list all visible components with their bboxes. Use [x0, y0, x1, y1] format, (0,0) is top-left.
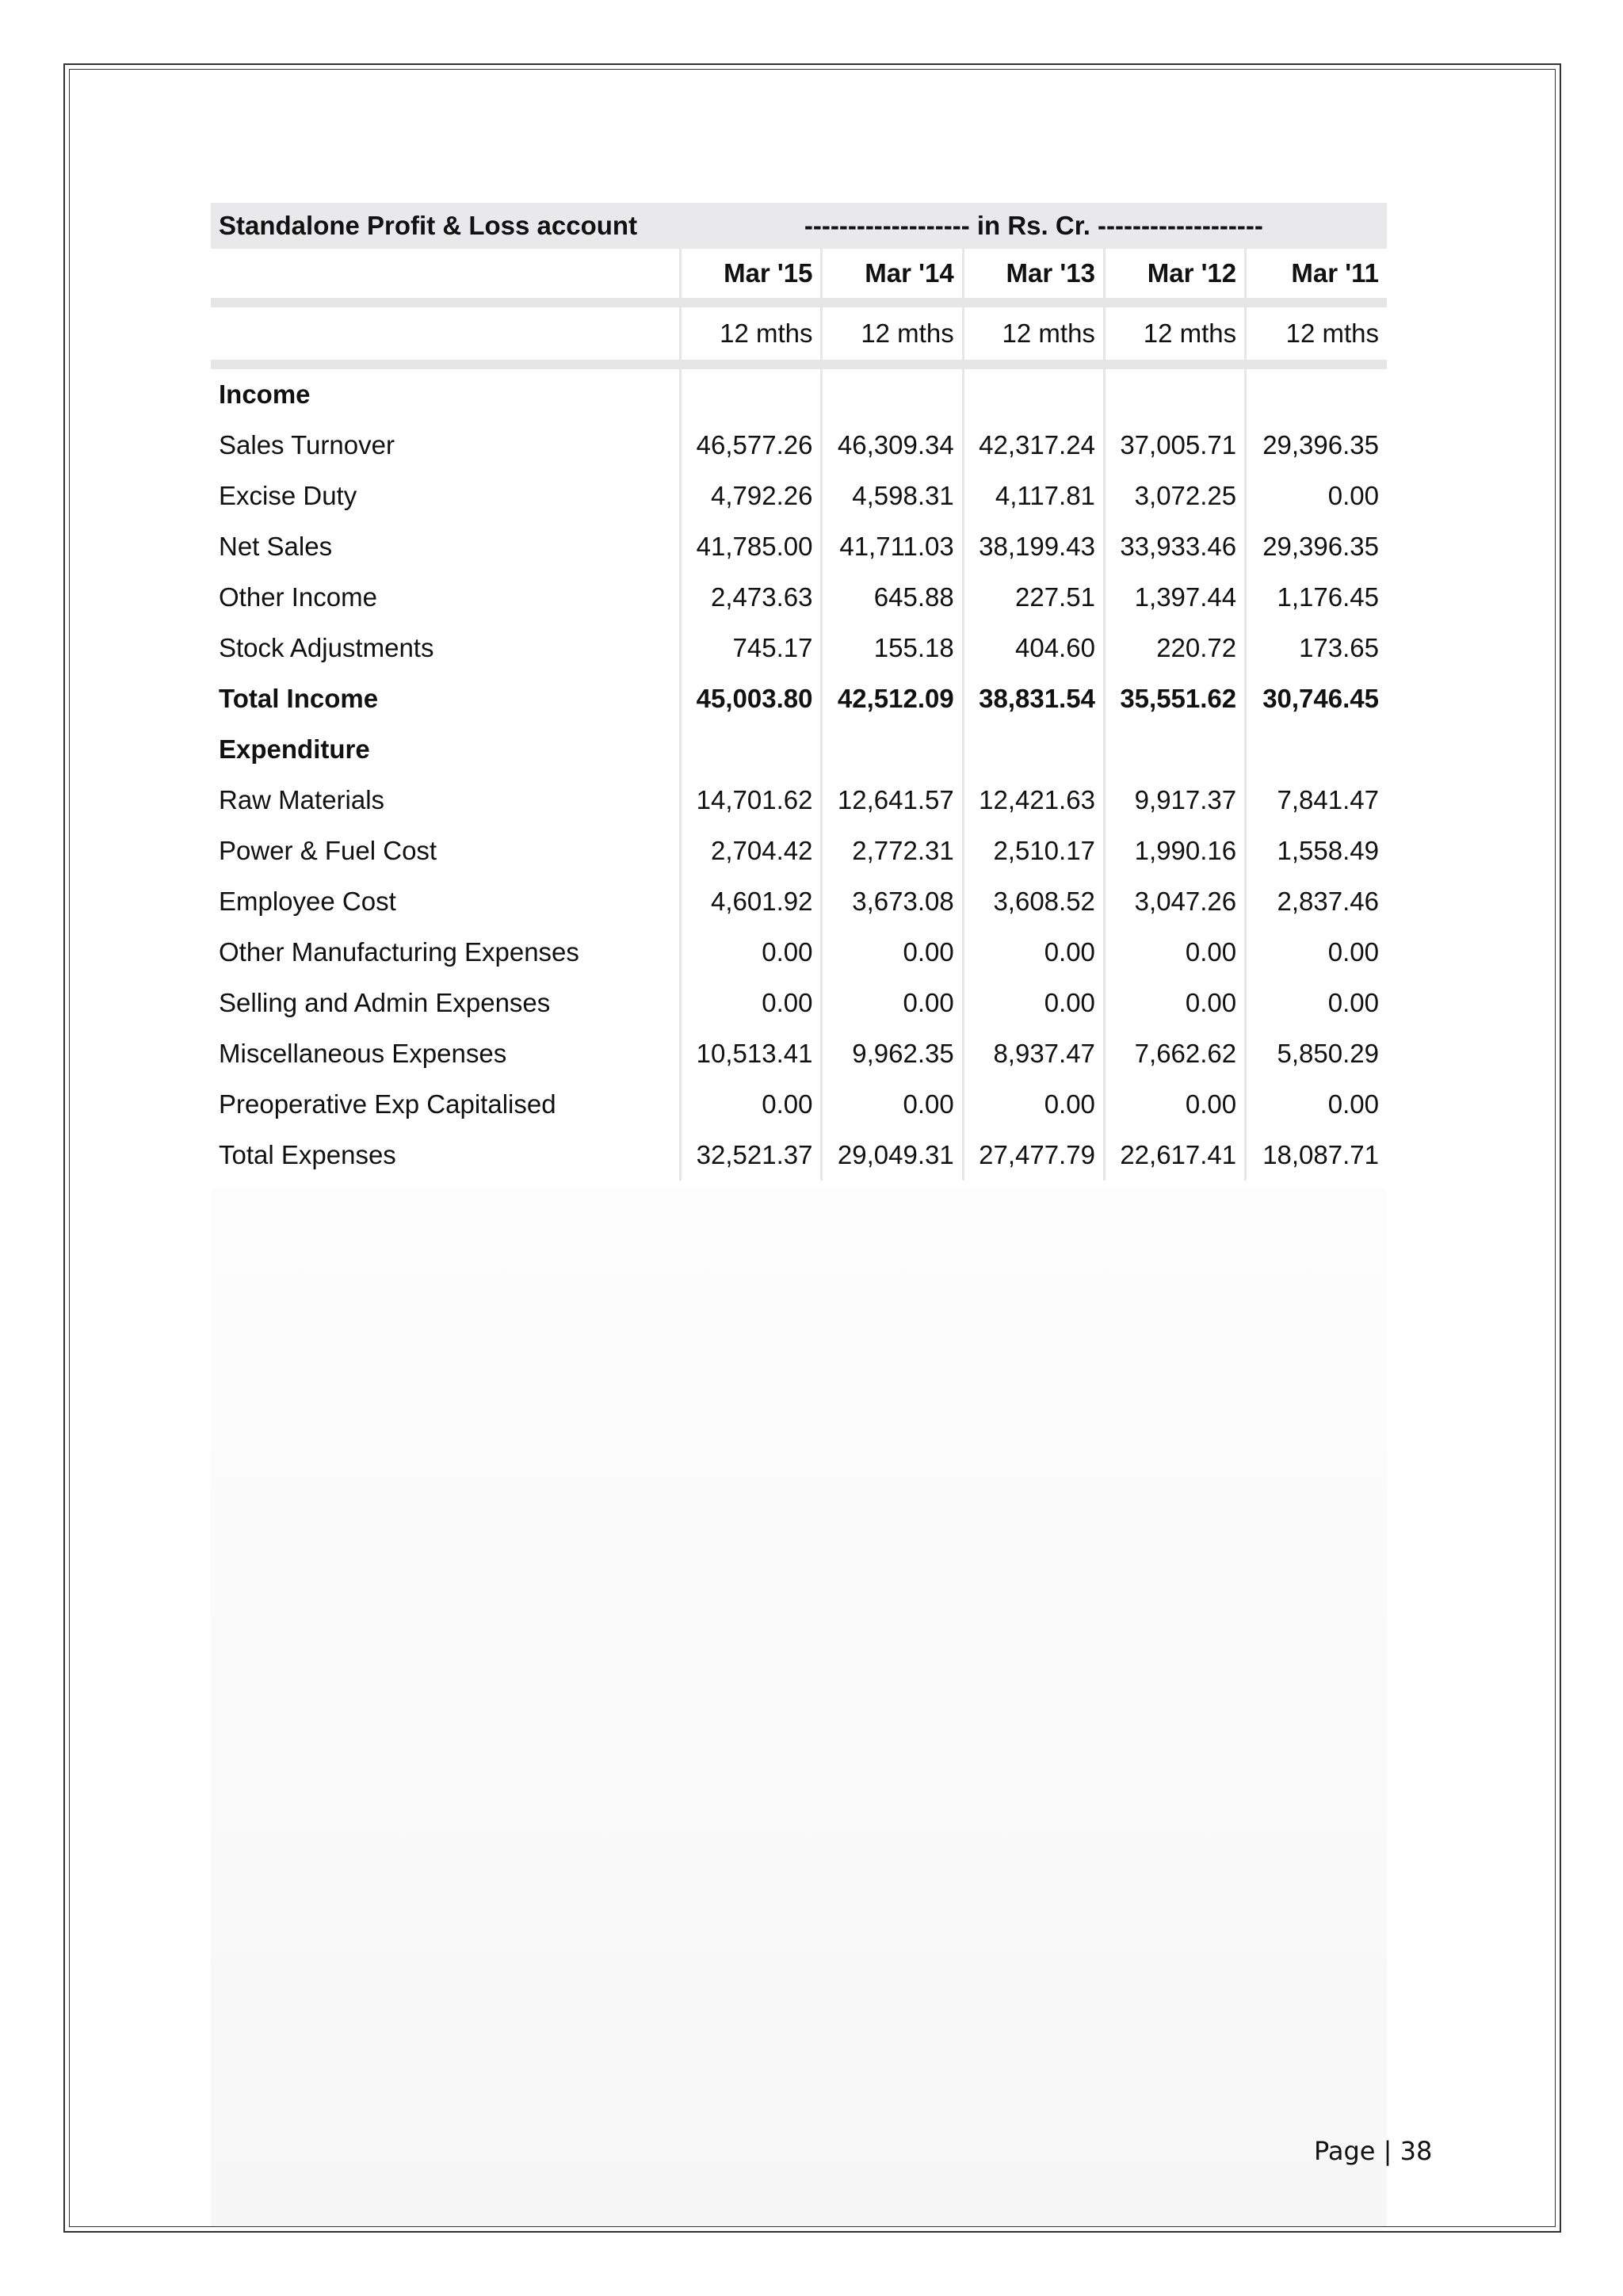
row-value: 12,421.63 [963, 775, 1104, 826]
row-value: 29,049.31 [822, 1130, 963, 1180]
empty-cell [963, 369, 1104, 420]
row-value: 38,199.43 [963, 521, 1104, 572]
row-value: 46,309.34 [822, 420, 963, 471]
row-value: 645.88 [822, 572, 963, 623]
table-row [211, 420, 1387, 471]
row-value: 0.00 [963, 927, 1104, 978]
table-title: Standalone Profit & Loss account [211, 203, 681, 249]
empty-cell [1246, 369, 1387, 420]
row-value: 2,473.63 [681, 572, 822, 623]
row-value: 18,087.71 [1246, 1130, 1387, 1180]
row-value: 4,598.31 [822, 471, 963, 521]
period-header-row [211, 249, 1387, 298]
empty-cell [681, 369, 822, 420]
table-row [211, 1079, 1387, 1130]
row-value: 9,917.37 [1104, 775, 1245, 826]
row-label: Sales Turnover [219, 430, 395, 460]
row-value: 0.00 [1246, 927, 1387, 978]
empty-cell [681, 724, 822, 775]
row-value: 4,601.92 [681, 876, 822, 927]
row-value: 5,850.29 [1246, 1028, 1387, 1079]
row-value: 1,176.45 [1246, 572, 1387, 623]
row-value: 0.00 [1104, 1079, 1245, 1130]
row-value: 2,704.42 [681, 826, 822, 876]
row-value: 42,512.09 [822, 673, 963, 724]
row-value: 4,792.26 [681, 471, 822, 521]
empty-cell [963, 724, 1104, 775]
row-value: 3,673.08 [822, 876, 963, 927]
table-row [211, 826, 1387, 876]
row-value: 27,477.79 [963, 1130, 1104, 1180]
row-label: Selling and Admin Expenses [219, 988, 551, 1017]
row-label: Net Sales [219, 532, 333, 561]
months-cell: 12 mths [681, 307, 822, 360]
empty-cell [822, 724, 963, 775]
row-value: 1,990.16 [1104, 826, 1245, 876]
row-value: 22,617.41 [1104, 1130, 1245, 1180]
row-value: 4,117.81 [963, 471, 1104, 521]
table-title-row [211, 203, 1387, 249]
row-value: 2,837.46 [1246, 876, 1387, 927]
period-header: Mar '14 [822, 249, 963, 298]
table-row [211, 471, 1387, 521]
section-heading-row [211, 369, 1387, 420]
row-value: 0.00 [681, 927, 822, 978]
months-cell: 12 mths [1104, 307, 1245, 360]
row-label: Miscellaneous Expenses [219, 1039, 507, 1068]
row-value: 12,641.57 [822, 775, 963, 826]
empty-cell [1246, 724, 1387, 775]
row-value: 29,396.35 [1246, 521, 1387, 572]
expenditure-rows [211, 775, 1387, 1180]
row-label: Total Income [219, 684, 379, 713]
row-value: 0.00 [963, 1079, 1104, 1130]
row-value: 220.72 [1104, 623, 1245, 673]
empty-cell [1104, 369, 1245, 420]
row-value: 37,005.71 [1104, 420, 1245, 471]
row-value: 0.00 [1246, 471, 1387, 521]
row-value: 32,521.37 [681, 1130, 822, 1180]
profit-loss-table [211, 203, 1387, 1180]
row-value: 30,746.45 [1246, 673, 1387, 724]
row-value: 1,397.44 [1104, 572, 1245, 623]
row-value: 1,558.49 [1246, 826, 1387, 876]
empty-cell [1104, 724, 1245, 775]
row-value: 10,513.41 [681, 1028, 822, 1079]
row-value: 7,662.62 [1104, 1028, 1245, 1079]
row-value: 3,072.25 [1104, 471, 1245, 521]
row-value: 745.17 [681, 623, 822, 673]
row-value: 38,831.54 [963, 673, 1104, 724]
row-label: Power & Fuel Cost [219, 836, 437, 865]
row-value: 2,772.31 [822, 826, 963, 876]
row-value: 45,003.80 [681, 673, 822, 724]
period-header: Mar '12 [1104, 249, 1245, 298]
table-row [211, 978, 1387, 1028]
row-value: 0.00 [681, 1079, 822, 1130]
period-header: Mar '15 [681, 249, 822, 298]
row-divider [211, 298, 1387, 307]
header-blank [211, 249, 681, 298]
period-header: Mar '11 [1246, 249, 1387, 298]
table-row [211, 521, 1387, 572]
row-value: 3,047.26 [1104, 876, 1245, 927]
row-label: Preoperative Exp Capitalised [219, 1089, 556, 1119]
row-value: 46,577.26 [681, 420, 822, 471]
page-number: Page | 38 [1314, 2136, 1433, 2166]
row-value: 14,701.62 [681, 775, 822, 826]
row-value: 0.00 [1246, 1079, 1387, 1130]
row-value: 2,510.17 [963, 826, 1104, 876]
row-value: 0.00 [822, 927, 963, 978]
months-cell: 12 mths [1246, 307, 1387, 360]
months-cell: 12 mths [822, 307, 963, 360]
section-heading-row [211, 724, 1387, 775]
table-row-total-income [211, 673, 1387, 724]
row-value: 0.00 [822, 1079, 963, 1130]
table-row [211, 1028, 1387, 1079]
row-label: Raw Materials [219, 785, 385, 814]
row-label: Other Income [219, 582, 377, 612]
row-value: 3,608.52 [963, 876, 1104, 927]
row-value: 0.00 [681, 978, 822, 1028]
section-heading-income: Income [219, 379, 311, 409]
row-value: 8,937.47 [963, 1028, 1104, 1079]
row-value: 42,317.24 [963, 420, 1104, 471]
row-value: 35,551.62 [1104, 673, 1245, 724]
row-value: 0.00 [1104, 978, 1245, 1028]
row-value: 41,785.00 [681, 521, 822, 572]
row-value: 7,841.47 [1246, 775, 1387, 826]
empty-cell [822, 369, 963, 420]
months-cell: 12 mths [963, 307, 1104, 360]
row-label: Employee Cost [219, 887, 396, 916]
row-value: 0.00 [1246, 978, 1387, 1028]
period-header: Mar '13 [963, 249, 1104, 298]
section-heading-expenditure: Expenditure [219, 734, 370, 764]
row-label: Total Expenses [219, 1140, 396, 1169]
row-value: 41,711.03 [822, 521, 963, 572]
row-divider [211, 360, 1387, 369]
row-value: 0.00 [963, 978, 1104, 1028]
row-value: 155.18 [822, 623, 963, 673]
row-value: 404.60 [963, 623, 1104, 673]
row-label: Other Manufacturing Expenses [219, 937, 579, 967]
row-value: 9,962.35 [822, 1028, 963, 1079]
row-value: 0.00 [1104, 927, 1245, 978]
row-value: 33,933.46 [1104, 521, 1245, 572]
table-row [211, 572, 1387, 623]
months-blank [211, 307, 681, 360]
row-value: 29,396.35 [1246, 420, 1387, 471]
row-label: Stock Adjustments [219, 633, 434, 662]
table-row [211, 1130, 1387, 1180]
table-row [211, 876, 1387, 927]
row-value: 173.65 [1246, 623, 1387, 673]
months-row [211, 307, 1387, 360]
table-row [211, 927, 1387, 978]
table-row [211, 775, 1387, 826]
row-value: 0.00 [822, 978, 963, 1028]
table-row [211, 623, 1387, 673]
income-rows [211, 420, 1387, 673]
row-value: 227.51 [963, 572, 1104, 623]
row-label: Excise Duty [219, 481, 357, 510]
faded-background-panel [211, 1188, 1387, 2226]
units-label: ------------------- in Rs. Cr. ------------------- [681, 203, 1387, 249]
